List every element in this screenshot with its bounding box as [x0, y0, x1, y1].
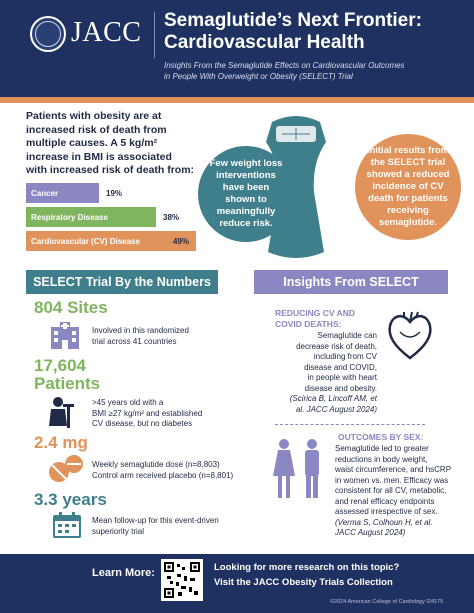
- stat-desc-line: superiority trial: [92, 526, 145, 536]
- stat-desc-line: trial across 41 countries: [92, 336, 177, 346]
- stat-desc-line: Mean follow-up for this event-driven: [92, 516, 219, 525]
- page-title: [164, 10, 464, 54]
- risk-bar-percent: 38%: [163, 212, 180, 222]
- stat-desc-line: CV disease, but no diabetes: [92, 419, 193, 428]
- insight-citation: (Scirica B, Lincoff AM, et: [289, 394, 377, 403]
- insight-body-line: including from CV: [313, 352, 377, 361]
- title-line-2: Cardiovascular Health: [164, 32, 365, 53]
- stat-desc-line: Weekly semaglutide dose (n=8,803): [92, 460, 220, 469]
- copyright-text: ©2024 American College of Cardiology I24175: [330, 599, 444, 605]
- insight-body-line: Semaglutide can: [317, 331, 377, 340]
- insight-body-line: Semaglutide led to greater: [335, 444, 429, 453]
- calendar-icon: [52, 511, 82, 539]
- risk-line: with increased risk of death from:: [26, 164, 195, 176]
- stat-patients-count: 17,604: [34, 356, 86, 375]
- insight-body-line: consistent for all CV, metabolic,: [335, 486, 447, 495]
- risk-statement: [26, 110, 201, 178]
- header-divider: [154, 12, 155, 58]
- insight-body-line: reductions in body weight,: [335, 454, 428, 464]
- stat-sites-value: 804 Sites: [34, 298, 108, 317]
- insight-cv-covid-heading: [275, 308, 355, 330]
- insight-heading-line: COVID DEATHS:: [275, 319, 342, 329]
- pill-icon: [48, 454, 84, 484]
- risk-line: increased risk of death from: [26, 123, 167, 136]
- select-results-circle: Initial results from the SELECT trial showed a reduced incidence of CV death for patients receiving semaglutide.: [355, 134, 461, 240]
- stat-desc-line: BMI ≥27 kg/m² and established: [92, 408, 203, 418]
- insight-body-line: disease and obesity.: [304, 383, 377, 393]
- stat-followup-value: 3.3 years: [34, 490, 107, 509]
- insight-sex-body: [335, 444, 465, 539]
- stat-dose-value: 2.4 mg: [34, 433, 88, 452]
- insight-citation: al. JACC August 2024): [295, 404, 377, 414]
- subtitle-line-1: Insights From the Semaglutide Effects on Cardiovascular Outcomes: [164, 61, 405, 70]
- obesity-trials-link[interactable]: Visit the JACC Obesity Trials Collection: [214, 577, 393, 588]
- insight-body-line: in people with heart: [307, 373, 377, 382]
- interventions-circle: Few weight loss interventions have been shown to meaningfully reduce risk.: [198, 146, 294, 242]
- insight-body-line: in women vs. men. Efficacy was: [335, 475, 449, 485]
- hospital-icon: [50, 321, 80, 349]
- insight-body-line: and renal efficacy endpoints: [335, 496, 435, 506]
- footer-question: Looking for more research on this topic?: [214, 562, 400, 573]
- stat-patients-desc: [92, 398, 202, 430]
- risk-bar-label: Cardiovascular (CV) Disease: [31, 236, 140, 246]
- risk-line: Patients with obesity are at: [26, 110, 162, 122]
- insight-body-line: assessed irrespective of sex.: [335, 507, 438, 516]
- risk-bar-percent: 49%: [173, 236, 190, 246]
- insight-sex-heading: OUTCOMES BY SEX:: [338, 432, 424, 442]
- heart-icon: [386, 310, 434, 362]
- risk-bar-cancer: [26, 183, 99, 203]
- page-subtitle: [164, 60, 464, 82]
- risk-bar-cv-pct: [168, 231, 198, 251]
- risk-bar-percent: 19%: [106, 188, 123, 198]
- section-header-numbers: SELECT Trial By the Numbers: [26, 270, 218, 294]
- learn-more-label: Learn More:: [92, 567, 155, 579]
- risk-bar-label: Cancer: [31, 188, 59, 198]
- insight-citation: JACC August 2024): [335, 528, 406, 537]
- insights-divider: [275, 424, 425, 425]
- insight-citation: (Verma S, Colhoun H, et al.: [335, 517, 433, 527]
- insight-body-line: decrease risk of death,: [296, 341, 377, 351]
- stat-patients-value: [34, 357, 100, 393]
- stat-desc-line: Involved in this randomized: [92, 326, 189, 335]
- risk-bar-respiratory-pct: [158, 207, 188, 227]
- jacc-seal-logo: [30, 16, 66, 52]
- section-header-insights: Insights From SELECT: [254, 270, 448, 294]
- stat-patients-label: Patients: [34, 374, 101, 393]
- title-line-1: Semaglutide’s Next Frontier:: [164, 10, 422, 31]
- risk-bar-respiratory: [26, 207, 156, 227]
- insight-body-line: disease and COVID,: [304, 362, 377, 372]
- subtitle-line-2: in People With Overweight or Obesity (SELECT) Trial: [164, 72, 353, 81]
- stat-desc-line: >45 years old with a: [92, 398, 164, 407]
- risk-line: increase in BMI is associated: [26, 150, 172, 163]
- jacc-logo-text: JACC: [71, 17, 142, 48]
- header-accent-bar: [0, 97, 474, 103]
- stat-dose-desc: [92, 460, 233, 481]
- stat-sites-desc: [92, 326, 189, 347]
- insight-body-line: waist circumference, and hsCRP: [335, 465, 452, 474]
- insight-cv-covid-body: [262, 331, 377, 415]
- patient-icon: [46, 396, 78, 430]
- women-men-icon: [268, 438, 328, 500]
- risk-bar-label: Respiratory Disease: [31, 212, 108, 222]
- stat-desc-line: Control arm received placebo (n=8,801): [92, 470, 234, 480]
- risk-bar-cancer-pct: [101, 183, 131, 203]
- risk-line: multiple causes. A 5 kg/m²: [26, 137, 158, 149]
- insight-heading-line: REDUCING CV AND: [275, 308, 355, 318]
- stat-followup-desc: [92, 516, 219, 537]
- qr-code-icon[interactable]: [161, 559, 203, 601]
